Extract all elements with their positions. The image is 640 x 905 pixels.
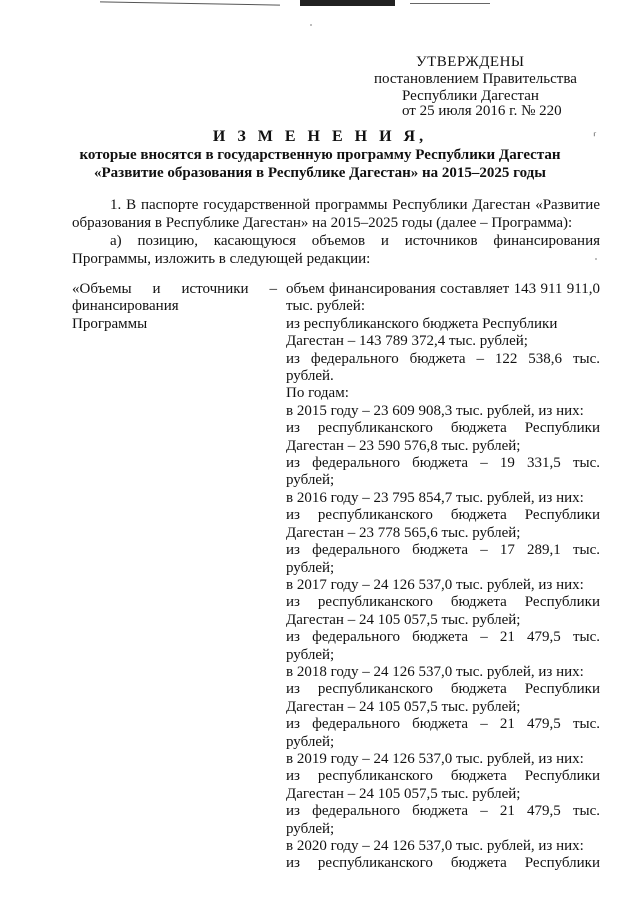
financing-value-line: рублей. xyxy=(286,368,334,385)
financing-label-column xyxy=(72,281,277,333)
financing-value-line: рублей; xyxy=(286,733,335,750)
financing-value-line: По годам: xyxy=(286,385,349,402)
financing-value-line: из федерального бюджета – 17 289,1 тыс. xyxy=(286,542,600,559)
financing-value-line: Дагестан – 23 590 576,8 тыс. рублей; xyxy=(286,437,521,454)
financing-value-line: в 2015 году – 23 609 908,3 тыс. рублей, из них: xyxy=(286,402,584,419)
financing-value-line: объем финансирования составляет 143 911 911,0 xyxy=(286,281,600,297)
financing-value-line: тыс. рублей: xyxy=(286,298,365,315)
financing-value-line: Дагестан – 24 105 057,5 тыс. рублей; xyxy=(286,611,521,628)
scan-speck xyxy=(310,24,312,26)
financing-value-line: рублей; xyxy=(286,820,335,837)
financing-value-line: Дагестан – 23 778 565,6 тыс. рублей; xyxy=(286,524,521,541)
scan-artifact-line xyxy=(410,3,490,4)
scan-artifact-blot xyxy=(300,0,395,6)
approval-line-3: от 25 июля 2016 г. № 220 xyxy=(402,103,562,119)
financing-label-line-3: Программы xyxy=(72,315,148,332)
financing-value-line: в 2017 году – 24 126 537,0 тыс. рублей, из них: xyxy=(286,576,584,593)
financing-value-line: из республиканского бюджета Республики xyxy=(286,594,600,611)
financing-label-line-2: финансирования xyxy=(72,298,179,315)
financing-value-line: рублей; xyxy=(286,646,335,663)
financing-value-line: Дагестан – 24 105 057,5 тыс. рублей; xyxy=(286,698,521,715)
financing-value-line: из федерального бюджета – 21 479,5 тыс. xyxy=(286,803,600,820)
intro-para1-line1: 1. В паспорте государственной программы Республики Дагестан «Развитие xyxy=(110,197,600,213)
title-line-3: «Развитие образования в Республике Дагестан» на 2015–2025 годы xyxy=(94,165,546,181)
document-title xyxy=(40,128,600,182)
financing-value-line: Дагестан – 143 789 372,4 тыс. рублей; xyxy=(286,333,528,350)
financing-value-line: в 2018 году – 24 126 537,0 тыс. рублей, из них: xyxy=(286,663,584,680)
scan-top-marks xyxy=(0,0,640,12)
margin-mark: ⸢ xyxy=(593,132,597,143)
financing-value-line: рублей; xyxy=(286,559,335,576)
financing-value-line: в 2019 году – 24 126 537,0 тыс. рублей, из них: xyxy=(286,750,584,767)
approval-title: УТВЕРЖДЕНЫ xyxy=(416,54,525,70)
financing-value-line: из республиканского бюджета Республики xyxy=(286,768,600,785)
financing-value-line: Дагестан – 24 105 057,5 тыс. рублей; xyxy=(286,785,521,802)
financing-value-line: из федерального бюджета – 21 479,5 тыс. xyxy=(286,716,600,733)
financing-value-line: рублей; xyxy=(286,472,335,489)
financing-value-line: из федерального бюджета – 21 479,5 тыс. xyxy=(286,629,600,646)
financing-value-line: из федерального бюджета – 122 538,6 тыс. xyxy=(286,350,600,367)
scan-artifact-line xyxy=(100,1,280,5)
intro-para1-line2: образования в Республике Дагестан» на 2015–2025 годы (далее – Программа): xyxy=(72,215,573,231)
intro-para2-line2: Программы, изложить в следующей редакции: xyxy=(72,251,371,267)
financing-value-line: из республиканского бюджета Республики xyxy=(286,420,600,437)
scan-speck xyxy=(595,258,597,260)
financing-label-line-1: «Объемы и источники – xyxy=(72,281,277,297)
title-line-2: которые вносятся в государственную программу Республики Дагестан xyxy=(79,147,561,163)
financing-value-line: в 2016 году – 23 795 854,7 тыс. рублей, из них: xyxy=(286,489,584,506)
financing-value-line: из республиканского бюджета Республики xyxy=(286,681,600,698)
financing-value-line: из республиканского бюджета Республики xyxy=(286,315,558,332)
financing-value-line: из федерального бюджета – 19 331,5 тыс. xyxy=(286,455,600,472)
title-line-1: И З М Е Н Е Н И Я, xyxy=(212,128,428,145)
intro-para2-line1: а) позицию, касающуюся объемов и источников финансирования xyxy=(110,233,600,249)
financing-value-column xyxy=(286,281,600,873)
approval-line-2: Республики Дагестан xyxy=(402,88,539,104)
financing-value-line: из республиканского бюджета Республики xyxy=(286,855,600,872)
approval-line-1: постановлением Правительства xyxy=(374,71,577,87)
approval-block xyxy=(360,54,590,120)
intro-text xyxy=(72,196,600,268)
financing-value-line: в 2020 году – 24 126 537,0 тыс. рублей, из них: xyxy=(286,838,584,854)
financing-value-line: из республиканского бюджета Республики xyxy=(286,507,600,524)
